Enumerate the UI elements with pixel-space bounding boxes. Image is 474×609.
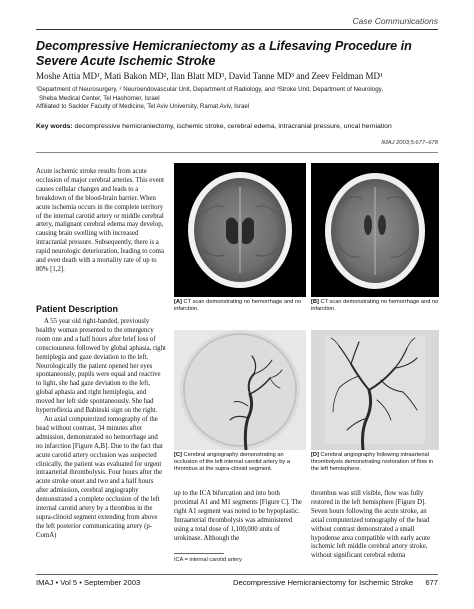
author-list: Moshe Attia MD¹, Mati Bakon MD², Ilan Blatt MD³, David Tanne MD³ and Zeev Feldman MD¹ [36,71,383,81]
figure-c-text: Cerebral angiography demonstrating an occlusion of the left internal carotid artery by a thrombus at the supra-clinoid segment. [174,452,291,472]
ct-scan-image-b [311,163,439,297]
figure-b-ct-scan [311,163,439,297]
footer-volume: Vol 5 [60,578,78,587]
keywords-text: decompressive hemicraniectomy, ischemic stroke, cerebral edema, intracranial pressure, uncal herniation [74,123,392,130]
intro-column [36,168,166,275]
running-title: Decompressive Hemicraniectomy for Ischemic Stroke [233,578,414,587]
section-heading: Patient Description [36,304,119,314]
footer-running-title [233,578,438,587]
angiography-image-d [311,330,439,450]
middle-column [174,490,305,543]
figure-d-label: [D] [311,452,319,458]
patient-paragraph-2: An axial computerized tomography of the head without contrast, 34 minutes after admission, demonstrated no hemorrhage and no infarction [Figure A,B]. Due to the fact that acute carotid artery occlusion was suspected clinically, the patient was evaluated for urgent intraarterial thrombolysis. Four hours after the acute stroke onset and two and a half hours after admission, cerebral angiography demonstrated a complete occlusion of the left internal carotid artery by a thrombus in the supra-clinoid segment extending from above the left posterior communicating artery (p-ComA) [36,415,163,539]
right-paragraph: thrombus was still visible, flow was fully restored in the left hemisphere [Figure D]. Seven hours following the acute stroke, an axial computerized tomography of the head without contrast demonstrated a small hypodense area compatible with early acute ischemic left middle cerebral artery stroke, without significant cerebral edema [311,490,431,560]
keywords [36,122,440,131]
intro-paragraph: Acute ischemic stroke results from acute occlusion of major cerebral arteries. This event causes cellular changes and leads to a breakdown of the blood-brain barrier. When acute ischemia occurs in the complete territory of the internal carotid artery or middle cerebral artery, malignant cerebral edema may develop, causing brain swelling with increased intracranial pressure. Subsequently, there is a rapid neurologic deterioration, leading to coma and even death with a mortality rate of up to 80% [1,2]. [36,168,165,273]
footer-rule [36,574,438,575]
angiography-image-c [174,330,306,450]
figure-a-caption [174,299,306,313]
figure-c-label: [C] [174,452,182,458]
figure-a-text: CT scan demonstrating no hemorrhage and no infarction. [174,299,302,312]
patient-paragraph-1: A 55 year old right-handed, previously healthy woman presented to the emergency room one and a half hours after brief loss of consciousness followed by global aphasia, right hemiplegia and gaze deviation to the left. Neurologically the patient opened her eyes spontaneously, pupils were equal and reactive to light, she had gaze deviation to the left, global aphasia and right hemiplegia, and moved her left side spontaneously. She had hyperreflexia and Babinski sign on the right. [36,318,166,415]
ct-scan-image-a [174,163,306,297]
middle-paragraph: up to the ICA bifurcation and into both proximal A1 and M1 segments [Figure C]. The right A1 segment was noted to be hypoplastic. Intraarterial thrombolysis was administered using a total dose of 1,100,000 units of urokinase. Although the [174,490,302,542]
figure-b-caption [311,299,439,313]
figure-c-caption [174,452,306,473]
figure-d-angiography [311,330,439,450]
affiliation-line-1: ¹Department of Neurosurgery, ² Neuroendovascular Unit, Department of Radiology, and ³Stroke Unit, Department of Neurology, [36,86,384,93]
affiliations [36,86,440,112]
right-column [311,490,439,561]
footnote-rule [174,553,224,554]
figure-a-label: [A] [174,299,182,305]
figure-d-caption [311,452,439,473]
header-rule [36,29,438,30]
footer-bullet-1: • [55,578,59,587]
patient-description [36,318,166,541]
figure-b-label: [B] [311,299,319,305]
footer-journal: IMAJ [36,578,54,587]
affiliation-line-2: Sheba Medical Center, Tel Hashomer, Israel [39,94,160,102]
footer-journal-info [36,578,140,587]
figure-d-text: Cerebral angiography following intraarterial thrombolysis demonstrating restoration of flow in the left hemisphere. [311,452,434,472]
abstract-rule [36,152,438,153]
figure-b-text: CT scan demonstrating no hemorrhage and no infarction. [311,299,439,312]
figure-c-angiography [174,330,306,450]
keywords-label: Key words: [36,123,73,130]
affiliation-line-3: Affiliated to Sackler Faculty of Medicine, Tel Aviv University, Ramat Aviv, Israel [36,103,250,110]
footer-bullet-2: • [79,578,82,587]
page-number: 677 [425,578,438,587]
article-title: Decompressive Hemicraniectomy as a Lifesaving Procedure in Severe Acute Ischemic Stroke [36,39,412,68]
footnote: ICA = internal carotid artery [174,557,242,563]
footer-date: September 2003 [84,578,141,587]
section-label: Case Communications [352,16,438,26]
citation: IMAJ 2003;5:677–678 [381,140,438,146]
figure-a-ct-scan [174,163,306,297]
